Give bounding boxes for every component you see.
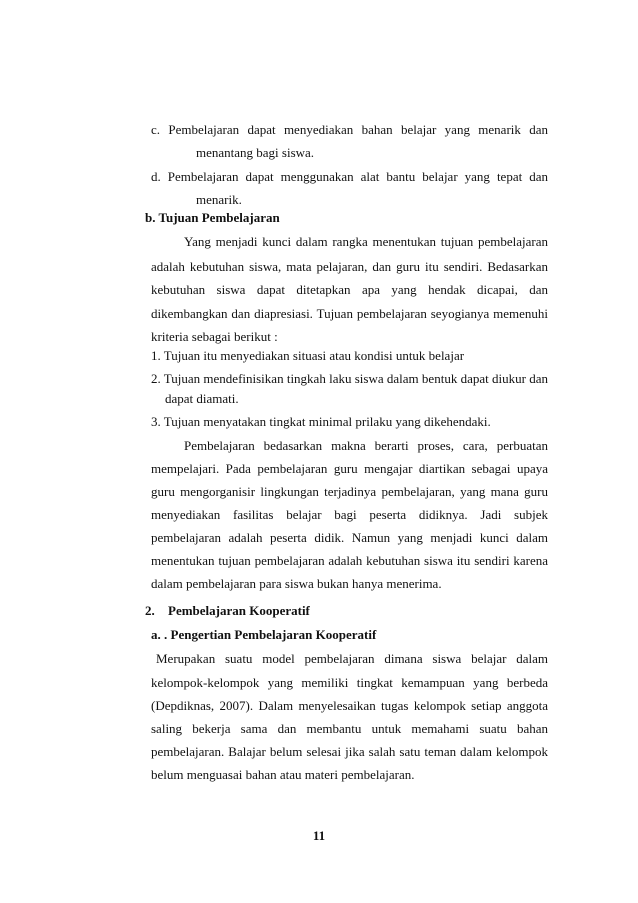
paragraph-line: dalam pembelajaran para siswa bukan hanya menerima. [151,576,442,591]
paragraph-line: guru mengorganisir lingkungan terjadinya pembelajaran, yang mana guru [151,484,548,499]
paragraph-line: pembelajaran. Balajar belum selesai jika salah satu teman dalam kelompok [151,744,548,759]
section-2-number: 2. [145,603,155,618]
list-item-c-line-1: c. Pembelajaran dapat menyediakan bahan belajar yang menarik dan [151,122,548,137]
paragraph-line: mempelajari. Pada pembelajaran guru mengajar diartikan sebagai upaya [151,461,548,476]
paragraph-line: (Depdiknas, 2007). Dalam menyelesaikan tugas kelompok setiap anggota [151,698,548,713]
paragraph-line: Pembelajaran bedasarkan makna berarti proses, cara, perbuatan [184,438,548,453]
paragraph-line: Yang menjadi kunci dalam rangka menentukan tujuan pembelajaran [184,234,548,249]
list-item-c-line-2: menantang bagi siswa. [196,145,315,160]
list-item-d-line-2: menarik. [196,192,242,207]
paragraph-line: kelompok-kelompok yang memiliki tingkat kemampuan yang berbeda [151,675,548,690]
paragraph-line: menentukan tujuan pembelajaran adalah kebutuhan siswa itu sendiri karena [151,553,548,568]
list-item-3: 3. Tujuan menyatakan tingkat minimal prilaku yang dikehendaki. [151,414,491,429]
paragraph-line: menyediakan fasilitas belajar bagi peserta didiknya. Jadi subjek [151,507,548,522]
paragraph-line: Merupakan suatu model pembelajaran dimana siswa belajar dalam [156,651,548,666]
paragraph-line: saling bekerja sama dan membantu untuk memahami suatu bahan [151,721,548,736]
section-2-heading: Pembelajaran Kooperatif [168,603,310,618]
paragraph-line: kriteria sebagai berikut : [151,329,278,344]
section-2a-heading: a. . Pengertian Pembelajaran Kooperatif [151,627,377,642]
paragraph-line: belum menguasai bahan atau materi pembelajaran. [151,767,415,782]
list-item-d-line-1: d. Pembelajaran dapat menggunakan alat bantu belajar yang tepat dan [151,169,548,184]
list-item-1: 1. Tujuan itu menyediakan situasi atau kondisi untuk belajar [151,348,465,363]
page-number: 11 [312,828,326,843]
section-b-heading: b. Tujuan Pembelajaran [145,210,280,225]
list-item-2-line-2: dapat diamati. [165,391,239,406]
paragraph-line: dikembangkan dan diapresiasi. Tujuan pembelajaran seyogianya memenuhi [151,306,548,321]
list-item-2-line-1: 2. Tujuan mendefinisikan tingkah laku siswa dalam bentuk dapat diukur dan [151,371,548,386]
paragraph-line: kebutuhan siswa dapat ditetapkan apa yang hendak dicapai, dan [151,282,548,297]
paragraph-line: pembelajaran adalah peserta didik. Namun yang menjadi kunci dalam [151,530,548,545]
paragraph-line: adalah kebutuhan siswa, mata pelajaran, dan guru itu sendiri. Bedasarkan [151,259,548,274]
